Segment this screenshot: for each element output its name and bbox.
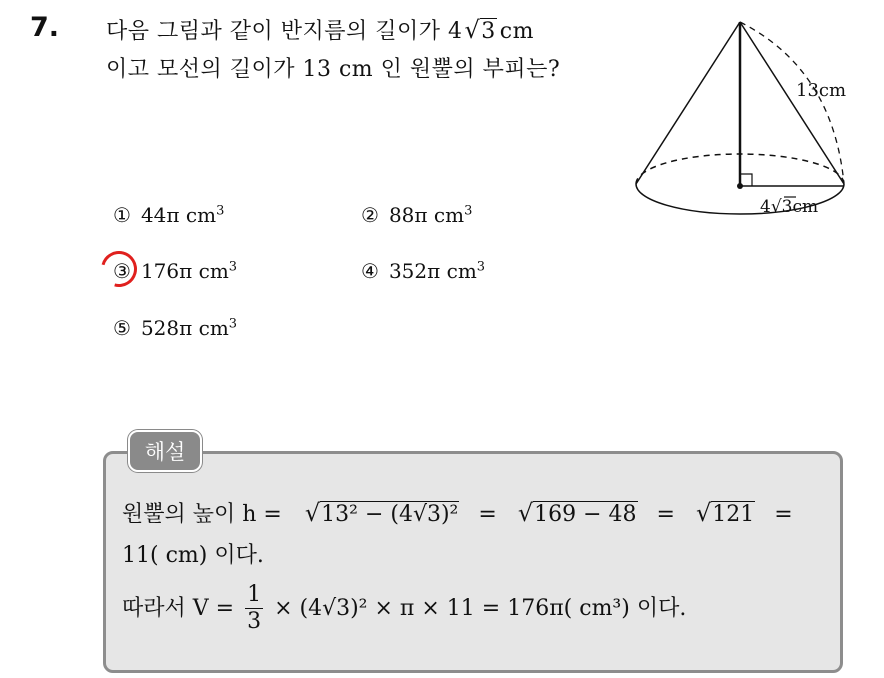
- choice-4[interactable]: ④ 352π $cm^3$: [361, 259, 486, 283]
- choice-5[interactable]: ⑤ 528π $cm^3$: [113, 316, 238, 340]
- cone-figure: [628, 14, 868, 224]
- solution-line1: 원뿔의 높이 h = √13² − (4√3)² = √169 − 48 = √121 =: [122, 499, 793, 527]
- fraction-one-third: $\frac{1}{3}$: [247, 582, 262, 635]
- radius-label: 4√3cm: [760, 197, 819, 217]
- solution-line3: 따라서 V = $\frac{1}{3}$ × (4√3)² × π × 11 = 176π( cm³) 이다.: [122, 582, 687, 635]
- solution-line2: 11( cm) 이다.: [122, 543, 264, 568]
- slant-label: 13cm: [796, 80, 847, 101]
- question-text-line1: 다음 그림과 같이 반지름의 길이가 4√3 cm: [106, 16, 534, 44]
- solution-tab: 해설: [128, 430, 202, 472]
- sqrt-three: √3: [464, 16, 496, 44]
- answer-circle-mark: [94, 244, 143, 293]
- choice-1[interactable]: ① 44π $cm^3$: [113, 203, 225, 227]
- choice-3[interactable]: ③ 176π $cm^3$: [113, 259, 238, 283]
- choice-2[interactable]: ② 88π $cm^3$: [361, 203, 473, 227]
- question-number: 7.: [30, 12, 60, 43]
- question-text-line2: 이고 모선의 길이가 13 cm 인 원뿔의 부피는?: [106, 57, 561, 82]
